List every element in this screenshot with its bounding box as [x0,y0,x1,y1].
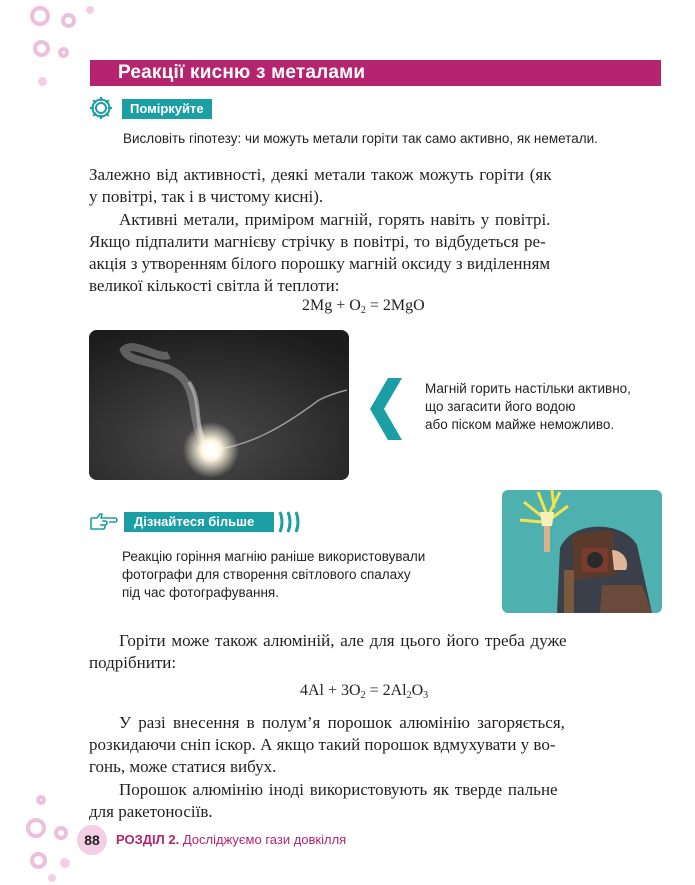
eq-subscript: 2 [360,690,366,701]
learn-more-line: Реакцію горіння магнію раніше використовували [122,549,426,564]
chapter-footer [116,832,346,847]
paragraph-line: Залежно від активності, деякі метали також можуть горіти (як [89,165,552,184]
paragraph-line: подрібнити: [89,653,177,672]
paragraph-line: Порошок алюмінію іноді використовують як тверде пальне [119,780,558,799]
learn-more-label: Дізнайтеся більше [124,512,274,532]
eq-subscript: 3 [423,690,429,701]
photo-art [89,330,349,480]
photo-caption-line: що загасити його водою [425,399,576,414]
decor-circle [30,6,50,26]
decor-circle [60,858,70,868]
photo-caption-line: Магній горить настільки активно, [425,381,631,396]
paragraph-line: акція з утворенням білого порошку магній оксиду з виділенням [89,254,551,273]
think-label: Поміркуйте [122,99,212,119]
eq-subscript: 2 [406,690,412,701]
eq-part: = 2MgO [365,297,425,314]
learn-more-line: фотографи для створення світлового спалаху [122,567,411,582]
chapter-label: РОЗДІЛ 2. [116,832,180,847]
paragraph-line: Якщо підпалити магнієву стрічку в повітрі, то відбудеться ре- [89,232,546,251]
gear-icon [88,95,114,121]
decor-circle [48,874,56,882]
photographer-illustration [502,490,662,613]
decor-circle [38,77,47,86]
eq-subscript: 2 [360,305,366,316]
decor-circle [36,795,46,805]
stripes-icon [276,510,304,534]
paragraph-line: для ракетоносіїв. [89,802,213,821]
paragraph-line: розкидаючи сніп іскор. А якщо такий порошок вдмухувати у во- [89,735,556,754]
illustration-art [502,490,662,613]
eq-part: 4Al + 3O [300,682,361,699]
eq-part: O [411,682,424,699]
burning-magnesium-photo [89,330,349,480]
decor-circle [86,6,94,14]
decor-circle [61,13,76,28]
decor-circle [54,826,68,840]
chevron-left-icon [370,378,402,440]
equation-magnesium [302,297,425,316]
pointing-hand-icon [89,512,119,532]
decor-circle [58,47,69,58]
section-title: Реакції кисню з металами [90,60,661,86]
learn-more-line: під час фотографування. [122,585,279,600]
photo-caption-line: або піском майже неможливо. [425,417,615,432]
equation-aluminium [300,682,428,701]
paragraph-line: Горіти може також алюміній, але для цього його треба дуже [119,631,567,650]
think-question: Висловіть гіпотезу: чи можуть метали горіти так само активно, як неметали. [123,131,598,146]
paragraph-line: Активні метали, приміром магній, горять навіть у повітрі. [119,210,551,229]
decor-circle [26,818,46,838]
decor-circle [33,40,50,57]
paragraph-line: у повітрі, так і в чистому кисні). [89,187,324,206]
chapter-title: Досліджуємо гази довкілля [179,832,347,847]
paragraph-line: великої кількості світла й теплоти: [89,276,340,295]
paragraph-line: У разі внесення в полум’я порошок алюмінію загоряється, [119,713,565,732]
decor-circle [30,852,47,869]
paragraph-line: гонь, може статися вибух. [89,757,277,776]
eq-part: = 2Al [365,682,407,699]
page-number: 88 [77,825,107,855]
eq-part: 2Mg + O [302,297,361,314]
